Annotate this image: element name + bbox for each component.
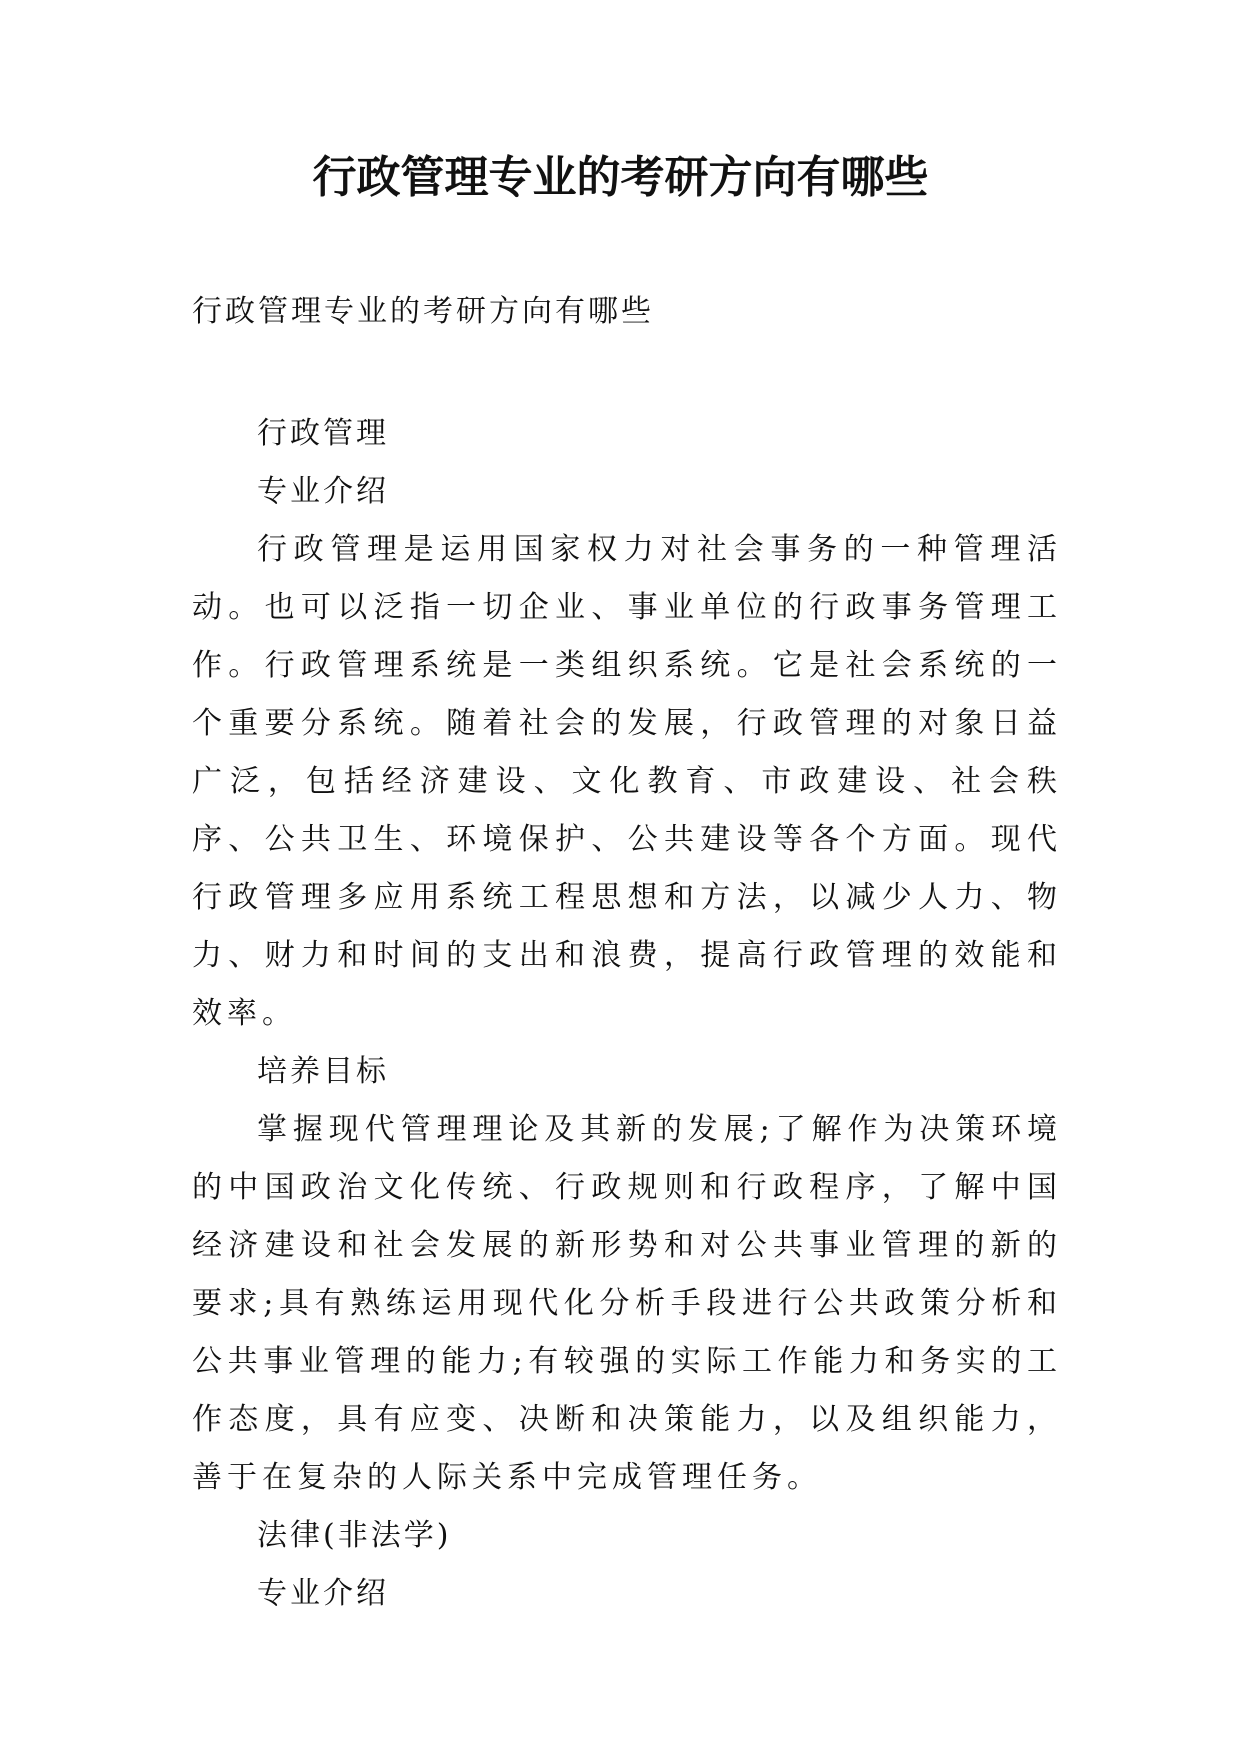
paragraph-goals: 掌握现代管理理论及其新的发展;了解作为决策环境的中国政治文化传统、行政规则和行政程序，了解中国经济建设和社会发展的新形势和对公共事业管理的新的要求;具有熟练运用现代化分析手段进行公共政策分析和公共事业管理的能力;有较强的实际工作能力和务实的工作态度，具有应变、决断和决策能力，以及组织能力，善于在复杂的人际关系中完成管理任务。 [192, 1112, 1062, 1495]
document-title: 行政管理专业的考研方向有哪些 [312, 152, 929, 203]
paragraph-intro: 行政管理是运用国家权力对社会事务的一种管理活动。也可以泛指一切企业、事业单位的行政事务管理工作。行政管理系统是一类组织系统。它是社会系统的一个重要分系统。随着社会的发展，行政管理的对象日益广泛，包括经济建设、文化教育、市政建设、社会秩序、公共卫生、环境保护、公共建设等各个方面。现代行政管理多应用系统工程思想和方法，以减少人力、物力、财力和时间的支出和浪费，提高行政管理的效能和效率。 [192, 532, 1062, 1031]
section-heading-administration: 行政管理 [257, 416, 389, 451]
section-subheading-law-intro: 专业介绍 [257, 1576, 389, 1611]
section-subheading-intro: 专业介绍 [257, 474, 389, 509]
document-body [192, 405, 1062, 1623]
section-subheading-goals: 培养目标 [257, 1054, 389, 1089]
document-subtitle: 行政管理专业的考研方向有哪些 [192, 294, 654, 329]
section-heading-law: 法律(非法学) [257, 1518, 452, 1553]
